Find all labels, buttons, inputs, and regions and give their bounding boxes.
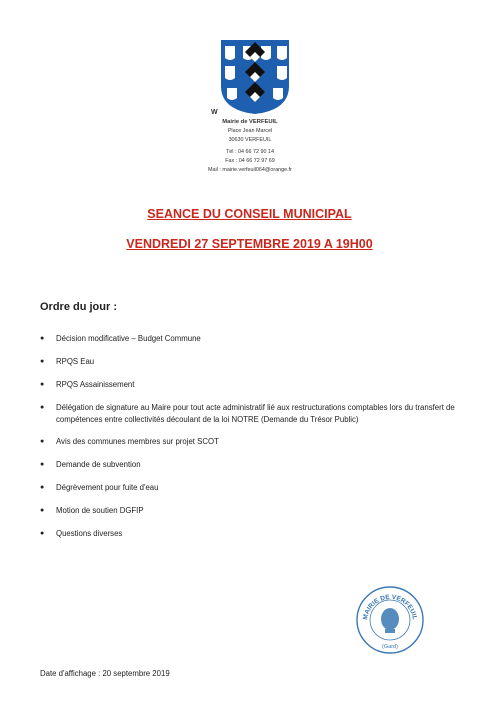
bullet-icon: ● bbox=[40, 484, 45, 491]
phone-number: Tél : 04 66 72 90 14 bbox=[226, 149, 274, 155]
bullet-icon: ● bbox=[40, 507, 45, 514]
bullet-icon: ● bbox=[40, 381, 45, 388]
session-date: VENDREDI 27 SEPTEMBRE 2019 A 19H00 bbox=[126, 237, 373, 251]
email-address: Mail : mairie.verfeuil064@orange.fr bbox=[208, 167, 292, 173]
session-title: SEANCE DU CONSEIL MUNICIPAL bbox=[147, 207, 352, 221]
official-stamp bbox=[355, 585, 425, 655]
agenda-item bbox=[40, 505, 460, 517]
agenda-list bbox=[40, 333, 460, 551]
svg-text:(Gard): (Gard) bbox=[382, 644, 398, 650]
agenda-item bbox=[40, 459, 460, 471]
agenda-item-text: Demande de subvention bbox=[56, 460, 141, 469]
svg-text:MAIRIE DE VERFEUIL: MAIRIE DE VERFEUIL bbox=[362, 593, 418, 621]
bullet-icon: ● bbox=[40, 461, 45, 468]
mairie-name: Mairie de VERFEUIL bbox=[222, 119, 278, 125]
coat-of-arms-logo bbox=[219, 38, 291, 116]
agenda-item bbox=[40, 528, 460, 540]
address-line-2: 30630 VERFEUIL bbox=[228, 137, 272, 143]
agenda-item-text: Motion de soutien DGFIP bbox=[56, 506, 144, 515]
agenda-item bbox=[40, 379, 460, 391]
agenda-item-text: Délégation de signature au Maire pour tout acte administratif lié aux restructurations comptables lors du transfert de compétences entre collectivités découlant de la loi NOTRE (Demande du Trésor Public) bbox=[56, 403, 455, 424]
agenda-item-text: RPQS Eau bbox=[56, 357, 95, 366]
fax-number: Fax : 04 66 72 97 69 bbox=[225, 158, 275, 164]
agenda-item-text: Décision modificative – Budget Commune bbox=[56, 334, 201, 343]
posting-date: Date d'affichage : 20 septembre 2019 bbox=[40, 669, 170, 678]
bullet-icon: ● bbox=[40, 358, 45, 365]
bullet-icon: ● bbox=[40, 335, 45, 342]
agenda-item bbox=[40, 356, 460, 368]
agenda-item bbox=[40, 333, 460, 345]
agenda-item bbox=[40, 482, 460, 494]
agenda-item-text: Questions diverses bbox=[56, 529, 123, 538]
crest-letter: W bbox=[211, 109, 218, 116]
bullet-icon: ● bbox=[40, 404, 45, 411]
agenda-item bbox=[40, 436, 460, 448]
bullet-icon: ● bbox=[40, 530, 45, 537]
agenda-heading: Ordre du jour : bbox=[40, 301, 117, 313]
agenda-item-text: Avis des communes membres sur projet SCOT bbox=[56, 437, 219, 446]
bullet-icon: ● bbox=[40, 438, 45, 445]
town-hall-address bbox=[150, 118, 350, 175]
address-line-1: Place Jean Marcel bbox=[227, 128, 273, 134]
agenda-item-text: Dégrèvement pour fuite d'eau bbox=[56, 483, 159, 492]
agenda-item bbox=[40, 402, 460, 426]
agenda-item-text: RPQS Assainissement bbox=[56, 380, 135, 389]
